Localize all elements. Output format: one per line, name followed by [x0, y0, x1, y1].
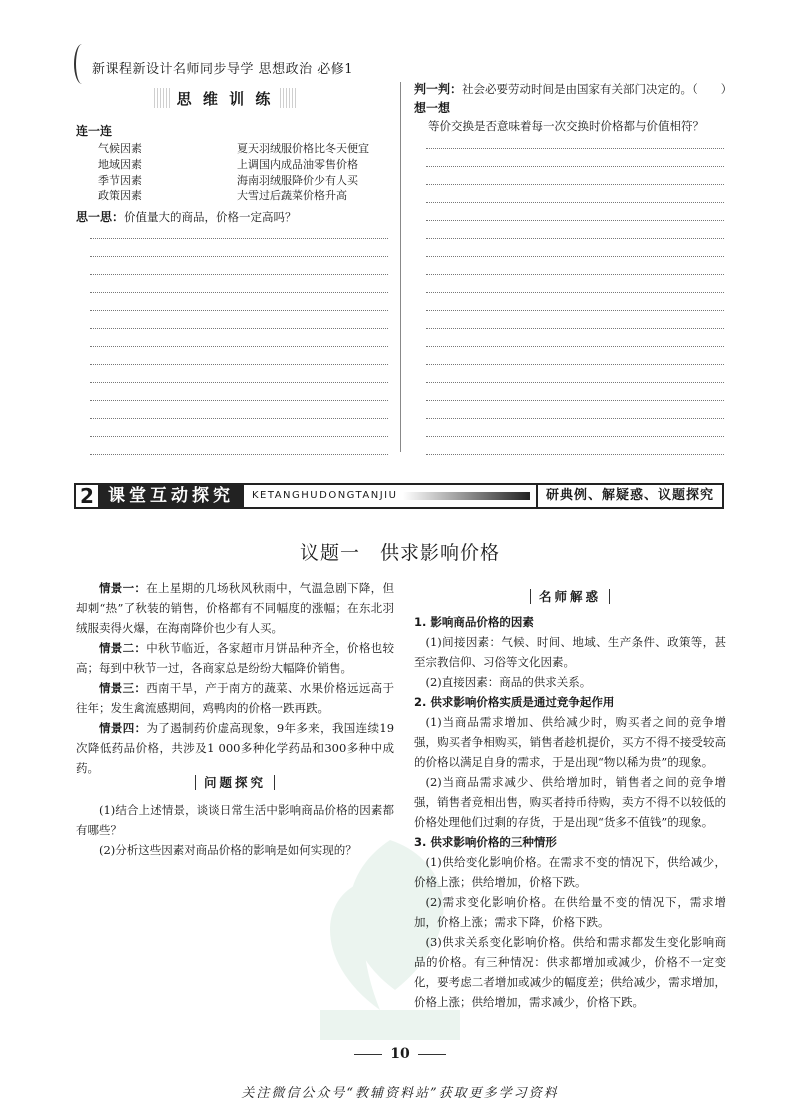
- think-question: 价值量大的商品，价格一定高吗？: [124, 210, 297, 224]
- judge-label: 判一判：: [414, 82, 463, 96]
- think-label-right: 想一想: [414, 101, 451, 115]
- match-right-item: 海南羽绒服降价少有人买: [237, 174, 358, 187]
- think-question-row: [76, 208, 297, 225]
- match-right-item: 夏天羽绒服价格比冬天便宜: [237, 142, 369, 155]
- analysis-body: [414, 612, 726, 1012]
- banner-gradient-bar: [403, 492, 530, 500]
- analysis-paragraph: (1)间接因素：气候、时间、地域、生产条件、政策等，甚至宗教信仰、习俗等文化因素。: [414, 635, 726, 669]
- inquiry-question: (1)结合上述情景，谈谈日常生活中影响商品价格的因素都有哪些？: [76, 803, 394, 837]
- match-left-item: 季节因素: [98, 174, 142, 187]
- analysis-paragraph: (1)供给变化影响价格。在需求不变的情况下，供给减少，价格上涨；供给增加，价格下跌。: [414, 855, 726, 889]
- section-banner: [74, 483, 724, 509]
- analysis-paragraph: (2)当商品需求减少、供给增加时，销售者之间的竞争增强，销售者竞相出售，购买者持币待购，卖方不得不以较低的价格处理他们过剩的存货，于是出现“货多不值钱”的现象。: [414, 775, 726, 829]
- banner-number: 2: [76, 485, 98, 507]
- analysis-label-box: [414, 586, 726, 605]
- analysis-heading: 3. 供求影响价格的三种情形: [414, 835, 557, 849]
- match-left-item: 气候因素: [98, 142, 142, 155]
- scenario-text: 为了遏制药价虚高现象，9年多来，我国连续19次降低药品价格，共涉及1 000多种化学药品和300多种中成药。: [76, 721, 395, 775]
- inquiry-questions: [76, 800, 394, 860]
- column-divider: [400, 82, 401, 452]
- scenario-paragraph: [76, 638, 394, 678]
- judge-row: [414, 80, 734, 97]
- match-label: 连一连: [76, 124, 113, 138]
- analysis-paragraph: (1)当商品需求增加、供给减少时，购买者之间的竞争增强，购买者争相购买，销售者趁机提价，买方不得不接受较高的价格以满足自身的需求，于是出现“物以稀为贵”的现象。: [414, 715, 726, 769]
- analysis-paragraph: (2)需求变化影响价格。在供给量不变的情况下，需求增加，价格上涨；需求下降，价格下跌。: [414, 895, 726, 929]
- banner-pinyin: KETANGHUDONGTANJIU: [252, 490, 398, 501]
- header-curve-decoration: [74, 44, 90, 84]
- inquiry-label: 问题探究: [195, 775, 275, 790]
- judge-answer-paren[interactable]: （ ）: [692, 82, 733, 96]
- page-number: 10: [390, 1046, 410, 1062]
- running-header: 新课程新设计名师同步导学 思想政治 必修1: [92, 62, 354, 77]
- analysis-paragraph: (2)直接因素：商品的供求关系。: [425, 675, 592, 689]
- scenario-label: 情景一：: [99, 581, 147, 595]
- scenario-text: 在上星期的几场秋风秋雨中，气温急剧下降，但却刺“热”了秋装的销售，价格都有不同幅度的涨幅；在东北羽绒服卖得火爆，在海南降价也少有人买。: [76, 581, 394, 635]
- scenario-text: 中秋节临近，各家超市月饼品种齐全，价格也较高；每到中秋节一过，各商家总是纷纷大幅降价销售。: [76, 641, 394, 675]
- scenario-label: 情景二：: [99, 641, 147, 655]
- scenario-label: 情景四：: [99, 721, 147, 735]
- banner-tagline: 研典例、解疑惑、议题探究: [536, 485, 722, 507]
- analysis-paragraph: (3)供求关系变化影响价格。供给和需求都发生变化影响商品的价格。有三种情况：供求都增加或减少，价格不一定变化，要考虑二者增加或减少的幅度差；供给减少，需求增加，价格上涨；供给增加，需求减少，价格下跌。: [414, 935, 726, 1009]
- section-title: 思 维 训 练: [171, 88, 280, 109]
- section-title-band: [154, 88, 296, 108]
- page-number-rule: [354, 1054, 382, 1055]
- think-label: 思一思：: [76, 210, 125, 224]
- scenario-text: 西南干旱，产于南方的蔬菜、水果价格远远高于往年；发生禽流感期间，鸡鸭肉的价格一跌再跌。: [76, 681, 394, 715]
- topic-title: 议题一 供求影响价格: [299, 542, 500, 564]
- scenario-paragraph: [76, 578, 394, 638]
- scenario-list: [76, 578, 394, 778]
- analysis-heading: 2. 供求影响价格实质是通过竞争起作用: [414, 695, 615, 709]
- scenario-label: 情景三：: [99, 681, 147, 695]
- scenario-paragraph: [76, 678, 394, 718]
- page-number-rule: [418, 1054, 446, 1055]
- think-question-right: 等价交换是否意味着每一次交换时价格都与价值相符？: [428, 119, 704, 133]
- match-left-item: 政策因素: [98, 189, 142, 202]
- match-left-item: 地域因素: [98, 158, 142, 171]
- footer-note: 关注微信公众号“教辅资料站”获取更多学习资料: [241, 1086, 559, 1101]
- analysis-label: 名师解惑: [530, 589, 610, 604]
- inquiry-label-box: [76, 772, 394, 791]
- judge-text: 社会必要劳动时间是由国家有关部门决定的。: [462, 82, 693, 96]
- scenario-paragraph: [76, 718, 394, 778]
- analysis-heading: 1. 影响商品价格的因素: [414, 615, 534, 629]
- banner-title: 课堂互动探究: [98, 485, 244, 507]
- inquiry-question: (2)分析这些因素对商品价格的影响是如何实现的？: [99, 843, 357, 857]
- right-answer-lines[interactable]: [426, 134, 724, 455]
- match-right-item: 大雪过后蔬菜价格升高: [237, 189, 347, 202]
- left-answer-lines[interactable]: [90, 224, 388, 455]
- page-number-row: [0, 1046, 800, 1062]
- match-right-item: 上调国内成品油零售价格: [237, 158, 358, 171]
